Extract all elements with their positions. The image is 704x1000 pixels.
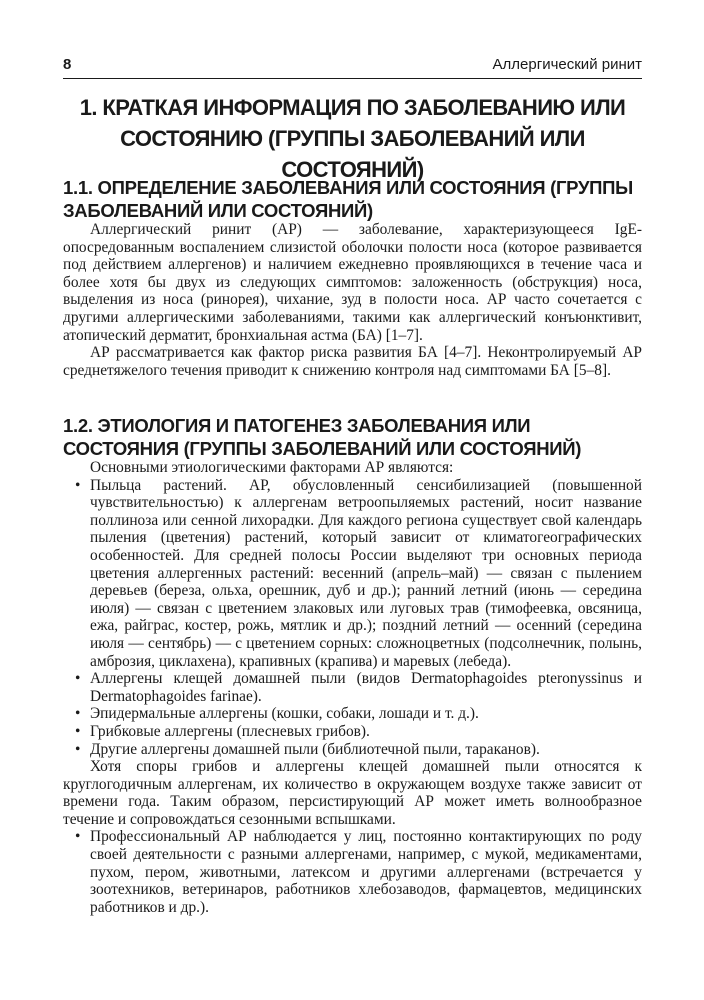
bullet-icon: •: [75, 476, 81, 494]
list-item: [63, 477, 642, 671]
paragraph: Основными этиологическими факторами АР являются:: [90, 459, 454, 476]
list-item-text: Профессиональный АР наблюдается у лиц, постоянно контактирующих по роду своей деятельности с разными аллергенами, например, с мукой, медикаментами, пухом, пером, животными, латексом и другими аллергенами (встречается у зоотехников, ветеринаров, работников хлебозаводов, фармацевтов, медицинских работников и др.).: [90, 828, 642, 916]
section-2-body: [63, 459, 642, 916]
running-title: Аллергический ринит: [492, 56, 642, 73]
list-item-text: Пыльца растений. АР, обусловленный сенсибилизацией (повышенной чувствительностью) к аллергенам ветроопыляемых растений, носит название поллиноза или сенной лихорадки. Для каждого региона существует свой календарь пыления (цветения) растений, который зависит от климатогеографических особенностей. Для средней полосы России выделяют три основных периода цветения аллергенных растений: весенний (апрель–май) — связан с пылением деревьев (береза, ольха, орешник, дуб и др.); ранний летний (июнь — середина июля) — связан с цветением злаковых или луговых трав (тимофеевка, овсяница, ежа, райграс, костер, рожь, мятлик и др.); поздний летний — осенний (середина июля — сентябрь) — с цветением сорных: сложноцветных (подсолнечник, полынь, амброзия, циклахена), крапивных (крапива) и маревых (лебеда).: [90, 476, 642, 670]
list-item-text: Грибковые аллергены (плесневых грибов).: [90, 722, 370, 740]
bullet-icon: •: [75, 740, 81, 758]
occupational-list: [63, 828, 642, 916]
list-item-text: Другие аллергены домашней пыли (библиотечной пыли, тараканов).: [90, 740, 540, 758]
list-item: [63, 828, 642, 916]
list-item-text: Аллергены клещей домашней пыли (видов Dermatophagoides pteronyssinus и Dermatophagoides farinae).: [90, 670, 642, 705]
paragraph: АР рассматривается как фактор риска развития БА [4–7]. Неконтролируемый АР среднетяжелого течения приводит к снижению контроля над симптомами БА [5–8].: [63, 344, 642, 379]
list-item-text: Эпидермальные аллергены (кошки, собаки, лошади и т. д.).: [90, 705, 479, 723]
running-header: [63, 56, 642, 79]
chapter-title: 1. КРАТКАЯ ИНФОРМАЦИЯ ПО ЗАБОЛЕВАНИЮ ИЛИ СОСТОЯНИЮ (ГРУППЫ ЗАБОЛЕВАНИЙ ИЛИ СОСТОЯНИЙ): [79, 95, 626, 182]
paragraph: Хотя споры грибов и аллергены клещей домашней пыли относятся к круглогодичным аллергенам, их количество в окружающем воздухе также зависит от времени года. Таким образом, персистирующий АР может иметь волнообразное течение и сопровождаться сезонными вспышками.: [63, 758, 642, 828]
section-1-body: [63, 221, 642, 379]
section-1-title: 1.1. ОПРЕДЕЛЕНИЕ ЗАБОЛЕВАНИЯ ИЛИ СОСТОЯНИЯ (ГРУППЫ ЗАБОЛЕВАНИЙ ИЛИ СОСТОЯНИЙ): [63, 177, 633, 221]
list-item: [63, 705, 642, 723]
section-2-title: 1.2. ЭТИОЛОГИЯ И ПАТОГЕНЕЗ ЗАБОЛЕВАНИЯ ИЛИ СОСТОЯНИЯ (ГРУППЫ ЗАБОЛЕВАНИЙ ИЛИ СОСТОЯНИЙ): [63, 415, 582, 459]
list-item: [63, 723, 642, 741]
list-item: [63, 741, 642, 759]
list-item: [63, 670, 642, 705]
etiology-list: [63, 477, 642, 759]
paragraph: Аллергический ринит (АР) — заболевание, характеризующееся IgE-опосредованным воспалением слизистой оболочки полости носа (которое развивается под действием аллергенов) и наличием ежедневно проявляющихся в течение часа и более хотя бы двух из следующих симптомов: заложенность (обструкция) носа, выделения из носа (ринорея), чихание, зуд в полости носа. АР часто сочетается с другими аллергическими заболеваниями, такими как аллергический конъюнктивит, атопический дерматит, бронхиальная астма (БА) [1–7].: [63, 221, 642, 344]
bullet-icon: •: [75, 670, 81, 688]
page-number: 8: [63, 56, 72, 73]
bullet-icon: •: [75, 828, 81, 846]
bullet-icon: •: [75, 722, 81, 740]
bullet-icon: •: [75, 705, 81, 723]
